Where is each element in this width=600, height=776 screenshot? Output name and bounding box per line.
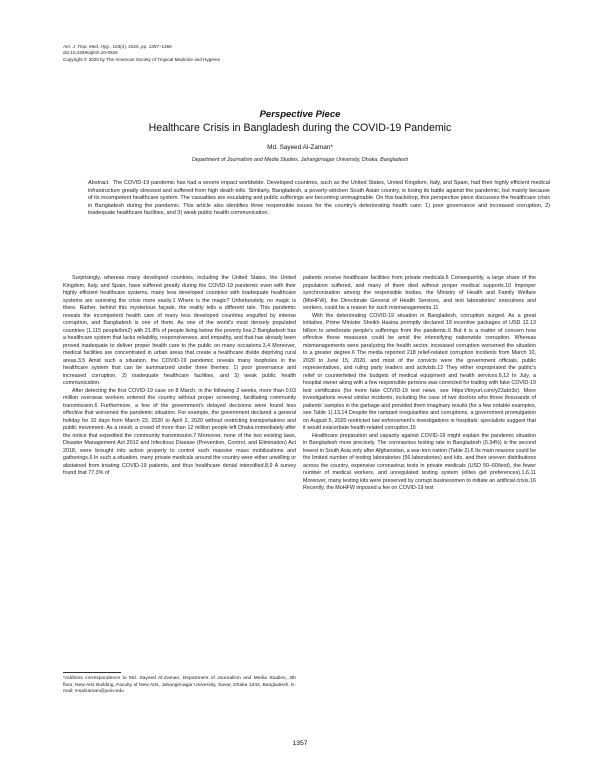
doi[interactable]: doi:10.4269/ajtmh.20-0826 bbox=[63, 50, 118, 56]
footnote-divider bbox=[63, 672, 121, 673]
article-title: Healthcare Crisis in Bangladesh during the COVID-19 Pandemic bbox=[148, 122, 452, 134]
copyright: Copyright © 2020 by The American Society of Tropical Medicine and Hygiene bbox=[63, 56, 221, 62]
body-column-left bbox=[63, 275, 296, 478]
page-number: 1357 bbox=[292, 740, 308, 747]
body-column-right bbox=[303, 275, 536, 493]
body-paragraph: patients receive healthcare facilities from private medicals.6 Consequently, a large share of the population suffered, and many of them died without proper medical supports.10 Improper synchronization among the responsible bodies, the Ministry of Health and Family Welfare (MoHFW), the Directorate General of Health Services, and test laboratories' executives and workers, could be a reason for such mismanagements.11 bbox=[303, 275, 536, 311]
author-affiliation: Department of Journalism and Media Studies, Jahangirnagar University, Dhaka, Bangladesh bbox=[191, 157, 409, 163]
article-type: Perspective Piece bbox=[259, 109, 341, 120]
body-paragraph: With the deteriorating COVID-19 situation in Bangladesh, corruption surged. As a great initiative, Prime Minister Sheikh Hasina promptly declared 19 incentive packages of USD 12.13 billion to ameliorate people's sufferings from the pandemic.6 But it is a matter of concern how effective these measures could be amid the intensifying nationwide corruption. Whereas mismanagements were paralyzing the health sector, increased corruption worsened the situation to a greater degree.6 The media reported 218 relief-related corruption incidents from March 10, 2020 to June 15, 2020, and most of the convicts were the government officials, public representatives, and ruling party leaders and activists.12 They either expropriated the public's relief or counterfeited the budgets of medical equipment and health services.6,12 In July, a hospital owner along with a few responsible persons was convicted for trading with fake COVID-19 test certificates (for more fake COVID-19 test news, see https://tinyurl.com/y23abr3o). More investigations reveal similar incidents, including the case of two doctors who threw thousands of patients' samples in the garbage and provided them imaginary results (for a few notable examples, see Table 1).13,14 Despite the rampant irregularities and corruptions, a government promulgation on August 5, 2020 restricted law enforcement's investigations in hospitals: specialists suggest that it would exacerbate health-related corruption.15 bbox=[303, 312, 537, 431]
journal-name: Am. J. Trop. Med. Hyg., bbox=[63, 44, 112, 49]
journal-volume: 103(4), 2020, pp. 1357–1359 bbox=[112, 44, 172, 49]
journal-header bbox=[63, 44, 543, 63]
abstract-label: Abstract. bbox=[88, 180, 110, 186]
body-paragraph: After detecting the first COVID-19 case on 8 March, in the following 2 weeks, more than 0.63 million overseas workers entered the country without proper screening, facilitating community transmission.6 Furthermore, a few of the government's delayed decisions were found less effective that worsened the pandemic situation. For example, the government declared a general holiday for 10 days from March 23, 2020 to April 2, 2020 without restricting transportations and public movement. As a result, a crowd of more than 12 million people left Dhaka immediately after the notice that expedited the community transmission.7 Moreover, none of the two existing laws, Disaster Management Act 2012 and Infectious Disease (Prevention, Control, and Elimination) Act 2018, were brought into action properly to control such massive mass mobilizations and gatherings.6 In such a situation, many private medicals around the country were either unwilling or abstained from treating COVID-19 patients, and thus healthcare denial intensified.8,9 A survey found that 77.3% of bbox=[63, 387, 296, 476]
abstract bbox=[88, 180, 550, 218]
abstract-text: The COVID-19 pandemic has had a severe impact worldwide. Developed countries, such as the United States, United Kingdom, Italy, and Spain, had their highly efficient medical infrastructure greatly stressed and suffered from high death tolls. Similarly, Bangladesh, a poverty-stricken South Asian country, is losing its battle against the pandemic, but mainly because of its incompetent healthcare system. The casualties are escalating and public sufferings are becoming unimaginable. On this backdrop, this perspective piece discusses the healthcare crisis in Bangladesh during the pandemic. This article also identifies three responsible issues for the country's deteriorating health care: 1) poor governance and increased corruption, 2) inadequate healthcare facilities, and 3) weak public health communication. bbox=[88, 180, 550, 217]
body-paragraph: Healthcare preparation and capacity against COVID-19 might explain the pandemic situation in Bangladesh more precisely. The coronavirus testing rate in Bangladesh (0.34%) is the second lowest in South Asia only after Afghanistan, a war-torn nation (Table 2).6 Its main reasons could be the limited number of testing laboratories (56 laboratories) and kits, and their uneven distributions across the country, expensive coronavirus tests in private medicals (USD 50–60/test), the fewer number of medical workers, and unregulated testing system (elites get preferences).1,6,11 Moreover, many testing kits were preserved by corrupt businessmen to initiate an artificial crisis.16 Recently, the MoHFW imposed a fee on COVID-19 test bbox=[303, 432, 536, 491]
correspondence-footnote: *Address correspondence to Md. Sayeed Al-Zaman, Department of Journalism and Media Studies, 4th floor, New Arts Building, Faculty of New Arts, Jahangirnagar University, Savar, Dhaka 1342, Bangladesh. E-mail: msalzaman@juniv.edu bbox=[63, 676, 296, 695]
author-name: Md. Sayeed Al-Zaman* bbox=[267, 144, 333, 151]
body-paragraph: Surprisingly, whereas many developed countries, including the United States, the United Kingdom, Italy, and Spain, have suffered greatly during the COVID-19 pandemic even with their highly efficient healthcare systems, many less developed countries with inadequate healthcare systems are surviving the crisis more easily.1 Where is the magic? Unfortunately, no magic is there. Rather, behind this mysterious façade, the reality tells a different tale. This pandemic reveals the incompetent health care of many less developed countries engulfed by intense corruption, and Bangladesh is one of them. As one of the world's most densely populated countries (1,115 people/km2) with 21.8% of people living below the poverty line,2 Bangladesh has a healthcare system that lacks reliability, responsiveness, and empathy, and that has already been proved inadequate to deliver proper health care to the public on many occasions.3,4 Moreover, medical facilities are concentrated in urban areas that create a healthcare divide depriving rural areas.3,5 Amid such a situation, the COVID-19 pandemic reveals many loopholes in the healthcare system that can be summarized under three themes: 1) poor governance and increased corruption, 2) inadequate healthcare facilities, and 3) weak public health communication. bbox=[63, 275, 296, 386]
